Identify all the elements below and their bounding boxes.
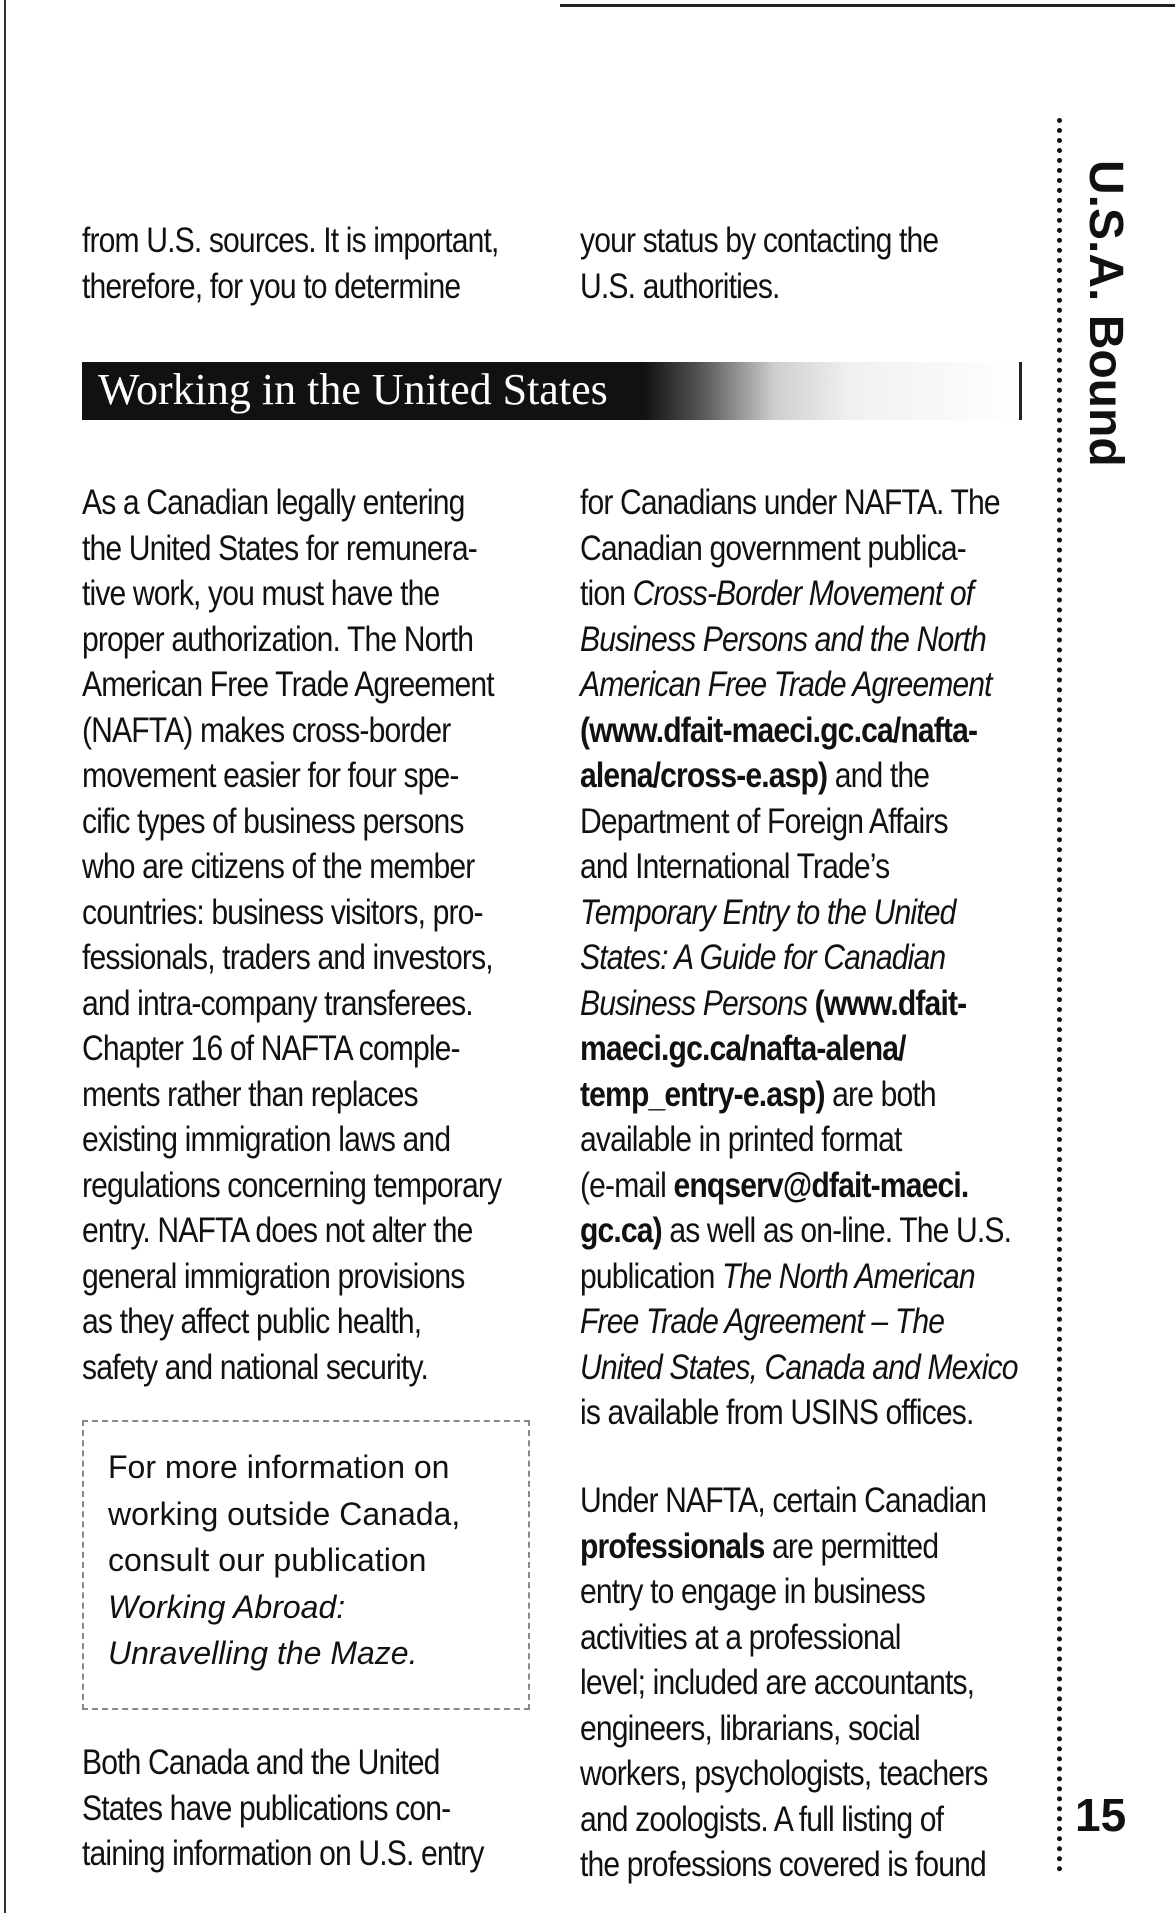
- body-line: proper authorization. The North: [82, 619, 474, 659]
- email-address: enqserv@dfait-maeci.: [673, 1165, 969, 1205]
- body-line: who are citizens of the member: [82, 847, 475, 886]
- publication-title: Temporary Entry to the United: [580, 892, 956, 932]
- body-line: movement easier for four spe-: [82, 756, 459, 795]
- callout-publication-title: Working Abroad:: [108, 1588, 346, 1625]
- body-line: Chapter 16 of NAFTA comple-: [82, 1029, 460, 1068]
- body-line: cific types of business persons: [82, 801, 464, 841]
- dotted-margin-rule: [1057, 118, 1062, 1873]
- callout-line: working outside Canada,: [108, 1495, 461, 1532]
- left-bottom-paragraph: [82, 1740, 495, 1877]
- web-address: temp_entry-e.asp): [580, 1074, 825, 1114]
- body-line: the professions covered is found: [580, 1845, 986, 1884]
- publication-title: The North American: [721, 1256, 975, 1296]
- body-line: as they affect public health,: [82, 1302, 422, 1341]
- email-address: gc.ca): [580, 1211, 662, 1250]
- body-line: regulations concerning temporary: [82, 1165, 502, 1205]
- body-line: safety and national security.: [82, 1347, 428, 1387]
- body-line: Both Canada and the United: [82, 1743, 440, 1782]
- body-line: for Canadians under NAFTA. The: [580, 483, 1000, 522]
- left-edge-rule: [4, 0, 6, 1913]
- right-bottom-paragraph: [580, 1478, 993, 1888]
- publication-title: Cross-Border Movement of: [632, 574, 974, 613]
- body-line: [580, 1072, 993, 1118]
- body-line: [580, 753, 993, 799]
- publication-title: American Free Trade Agreement: [580, 665, 992, 704]
- body-line: engineers, librarians, social: [580, 1708, 920, 1748]
- body-line: [580, 1208, 1012, 1254]
- left-column-body: [82, 480, 502, 1390]
- body-text: are both: [824, 1074, 936, 1114]
- publication-title: United States, Canada and Mexico: [580, 1347, 1018, 1387]
- publication-title: Free Trade Agreement – The: [580, 1302, 945, 1341]
- body-line: Canadian government publica-: [580, 528, 966, 568]
- body-line: [580, 571, 993, 617]
- body-line: and intra-company transferees.: [82, 983, 473, 1023]
- intro-left-line: from U.S. sources. It is important,: [82, 221, 499, 260]
- body-line: the United States for remunera-: [82, 528, 477, 568]
- body-line: ments rather than replaces: [82, 1074, 418, 1114]
- callout-line: For more information on: [108, 1449, 450, 1485]
- body-line: activities at a professional: [580, 1617, 901, 1657]
- body-line: countries: business visitors, pro-: [82, 892, 483, 932]
- callout-text: [108, 1444, 460, 1677]
- callout-publication-title: Unravelling the Maze.: [108, 1635, 418, 1671]
- page-number: 15: [1075, 1789, 1127, 1841]
- body-line: and International Trade’s: [580, 847, 890, 886]
- body-line: is available from USINS offices.: [580, 1393, 974, 1432]
- body-line: (NAFTA) makes cross-border: [82, 710, 451, 750]
- body-line: level; included are accountants,: [580, 1663, 975, 1702]
- web-address: alena/cross-e.asp): [580, 756, 828, 795]
- body-line: States have publications con-: [82, 1788, 451, 1828]
- body-line: Department of Foreign Affairs: [580, 801, 948, 841]
- intro-right-line: U.S. authorities.: [580, 266, 780, 306]
- body-line: taining information on U.S. entry: [82, 1834, 484, 1873]
- body-line: entry. NAFTA does not alter the: [82, 1211, 473, 1250]
- callout-line: consult our publication: [108, 1542, 427, 1578]
- section-title: Working in the United States: [98, 365, 608, 414]
- publication-title: States: A Guide for Canadian: [580, 938, 946, 977]
- section-banner: [82, 362, 1022, 420]
- publication-callout-box: [82, 1420, 530, 1710]
- body-line: general immigration provisions: [82, 1256, 465, 1296]
- web-address: (www.dfait-: [807, 983, 967, 1023]
- body-line: [580, 1163, 993, 1209]
- body-line: [580, 1524, 993, 1570]
- body-line: American Free Trade Agreement: [82, 665, 494, 704]
- intro-left-line: therefore, for you to determine: [82, 266, 461, 306]
- body-line: and zoologists. A full listing of: [580, 1799, 944, 1839]
- body-line: Under NAFTA, certain Canadian: [580, 1481, 987, 1520]
- web-address: (www.dfait-maeci.gc.ca/nafta-: [580, 710, 978, 750]
- emphasis-term: professionals: [580, 1526, 765, 1566]
- body-text: tion: [580, 574, 633, 613]
- right-column-body: [580, 480, 1018, 1436]
- web-address: maeci.gc.ca/nafta-alena/: [580, 1029, 906, 1068]
- body-line: fessionals, traders and investors,: [82, 938, 493, 977]
- body-line: [580, 1254, 993, 1300]
- body-line: workers, psychologists, teachers: [580, 1754, 988, 1793]
- body-text: are permitted: [764, 1526, 939, 1566]
- body-text: publication: [580, 1256, 722, 1296]
- publication-title: Business Persons: [580, 983, 808, 1023]
- body-text: and the: [827, 756, 930, 795]
- intro-right-text: [580, 218, 993, 309]
- body-line: tive work, you must have the: [82, 574, 440, 613]
- intro-right-line: your status by contacting the: [580, 221, 939, 260]
- body-text: as well as on-line. The U.S.: [661, 1211, 1012, 1250]
- chapter-side-label-text: U.S.A. Bound: [1079, 160, 1132, 467]
- body-line: available in printed format: [580, 1120, 902, 1159]
- publication-title: Business Persons and the North: [580, 619, 986, 659]
- body-line: As a Canadian legally entering: [82, 483, 465, 522]
- intro-left-text: [82, 218, 499, 309]
- body-line: entry to engage in business: [580, 1572, 925, 1611]
- body-line: [580, 981, 993, 1027]
- body-line: existing immigration laws and: [82, 1120, 451, 1159]
- body-text: (e-mail: [580, 1165, 674, 1205]
- top-edge-rule: [560, 4, 1175, 7]
